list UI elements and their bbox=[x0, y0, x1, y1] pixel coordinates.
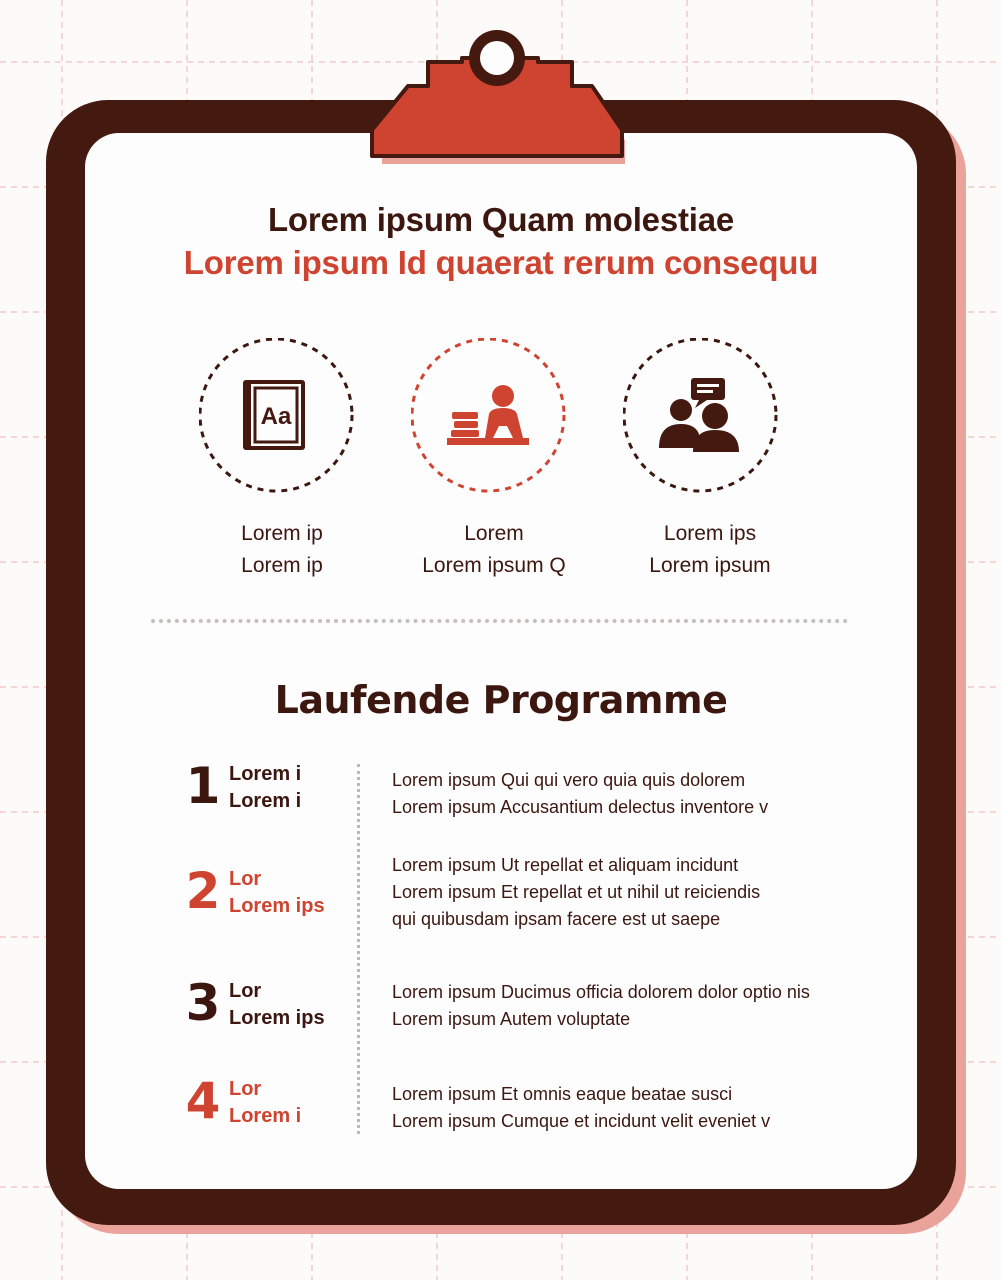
program-number-4: 4 bbox=[185, 1072, 221, 1130]
program-description-3: Lorem ipsum Ducimus officia dolorem dolor optio nis Lorem ipsum Autem voluptate bbox=[392, 982, 810, 1029]
feature-circle-3 bbox=[623, 338, 775, 490]
programs-title: Laufende Programme bbox=[274, 678, 728, 722]
svg-text:Aa: Aa bbox=[260, 403, 292, 430]
feature-caption-2: Lorem Lorem ipsum Q bbox=[422, 522, 566, 577]
clipboard-clip-icon bbox=[365, 28, 635, 168]
program-number-2: 2 bbox=[185, 862, 221, 920]
feature-caption-3: Lorem ips Lorem ipsum bbox=[649, 522, 771, 577]
programs-divider-line bbox=[357, 764, 360, 1134]
dictionary-book-icon bbox=[243, 380, 305, 450]
header-subtitle: Lorem ipsum Id quaerat rerum consequu bbox=[183, 244, 819, 281]
program-description-4: Lorem ipsum Et omnis eaque beatae susci Lorem ipsum Cumque et incidunt velit eveniet v bbox=[392, 1084, 771, 1131]
program-label-1: Lorem i Lorem i bbox=[229, 763, 302, 812]
conversation-people-icon bbox=[659, 378, 739, 452]
program-number-1: 1 bbox=[185, 757, 221, 815]
feature-caption-1: Lorem ip Lorem ip bbox=[241, 522, 323, 577]
program-number-3: 3 bbox=[185, 974, 221, 1032]
feature-circle-2 bbox=[411, 338, 563, 490]
program-description-2: Lorem ipsum Ut repellat et aliquam incidunt Lorem ipsum Et repellat et ut nihil ut reiciendis qui quibusdam ipsam facere est ut saepe bbox=[392, 855, 761, 929]
feature-circle-1 bbox=[199, 338, 351, 490]
program-description-1: Lorem ipsum Qui qui vero quia quis dolorem Lorem ipsum Accusantium delectus inventore v bbox=[392, 770, 769, 817]
program-label-4: Lor Lorem i bbox=[229, 1078, 302, 1127]
student-reading-icon bbox=[447, 385, 529, 445]
section-divider bbox=[151, 619, 848, 623]
program-label-3: Lor Lorem ips bbox=[229, 980, 325, 1029]
program-label-2: Lor Lorem ips bbox=[229, 868, 325, 917]
header-title: Lorem ipsum Quam molestiae bbox=[267, 201, 735, 238]
